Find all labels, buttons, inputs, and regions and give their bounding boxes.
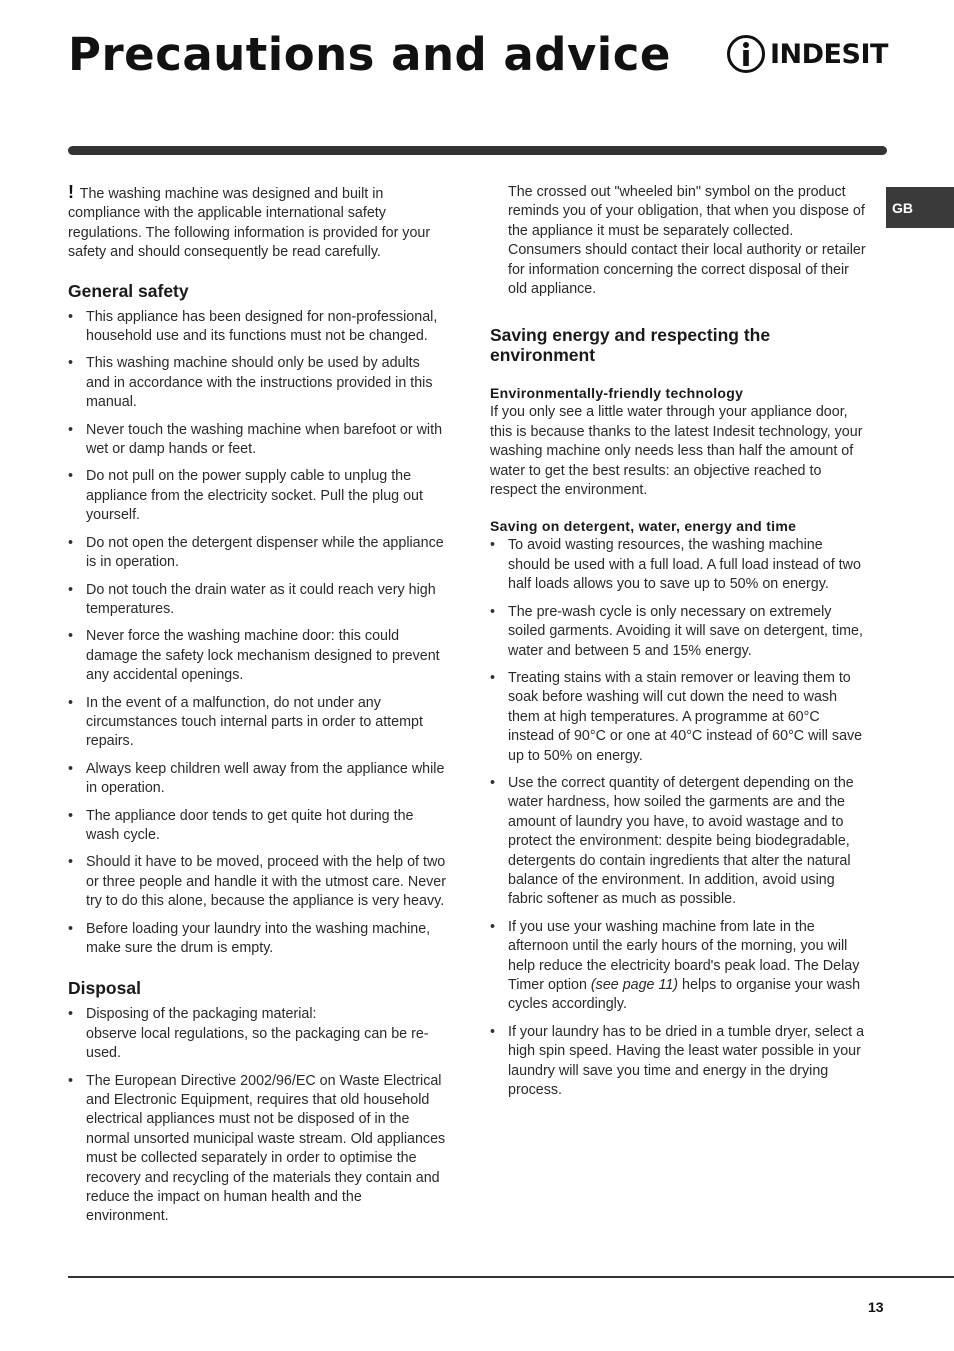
intro-paragraph: ! The washing machine was designed and built in compliance with the applicable international safety regulations. The following information is provided for your safety and should consequently be read carefully. <box>68 182 431 261</box>
language-tab <box>886 187 954 228</box>
list-item: • Do not touch the drain water as it could reach very high temperatures. <box>68 581 446 620</box>
list-item: • Before loading your laundry into the washing machine, make sure the drum is empty. <box>68 920 446 959</box>
list-item: • Never touch the washing machine when barefoot or with wet or damp hands or feet. <box>68 421 446 460</box>
list-item: • Treating stains with a stain remover or leaving them to soak before washing will cut down the need to wash them at high temperatures. A programme at 60°C instead of 90°C or one at 40°C instead of 60°C will save up to 50% on energy. <box>490 669 868 766</box>
footer-rule <box>68 1276 954 1278</box>
list-item: • Do not pull on the power supply cable to unplug the appliance from the electricity socket. Pull the plug out yourself. <box>68 467 446 525</box>
list-item: • If you use your washing machine from late in the afternoon until the early hours of the morning, you will help reduce the electricity board's peak load. The Delay Timer option (see page 11) helps to organise your wash cycles accordingly. <box>490 918 868 1015</box>
list-item: • The pre-wash cycle is only necessary on extremely soiled garments. Avoiding it will save on detergent, time, water and between 5 and 15% energy. <box>490 603 868 661</box>
indesit-i-logo-icon <box>726 34 766 74</box>
left-column <box>68 183 446 1235</box>
disposal-continued-paragraph: The crossed out "wheeled bin" symbol on the product reminds you of your obligation, that when you dispose of the appliance it must be separately collected. <box>508 184 865 239</box>
list-item: • Always keep children well away from the appliance while in operation. <box>68 760 446 799</box>
eco-technology-heading: Environmentally-friendly technology <box>490 385 744 402</box>
language-tab-label: GB <box>892 199 913 216</box>
list-item: • Never force the washing machine door: this could damage the safety lock mechanism designed to prevent any accidental openings. <box>68 627 446 685</box>
disposal-list <box>68 1005 446 1226</box>
general-safety-heading: General safety <box>68 280 189 301</box>
brand-wordmark: INDESIT <box>770 38 888 70</box>
right-column <box>490 183 868 1108</box>
disposal-heading: Disposal <box>68 978 141 999</box>
page-reference: (see page 11) <box>590 977 679 993</box>
list-item: • In the event of a malfunction, do not under any circumstances touch internal parts in order to attempt repairs. <box>68 694 446 752</box>
list-item: • This appliance has been designed for non-professional, household use and its functions must not be changed. <box>68 308 446 347</box>
list-item: • Use the correct quantity of detergent depending on the water hardness, how soiled the garments are and the amount of laundry you have, to avoid wastage and to protect the environment: despite being biodegradable, detergents do contain ingredients that alter the natural balance of the environment. In addition, avoid using fabric softener as much as possible. <box>490 774 868 910</box>
disposal-contact-paragraph: Consumers should contact their local authority or retailer for information concerning the correct disposal of their old appliance. <box>508 242 866 298</box>
brand-logo <box>726 34 888 74</box>
list-item: • To avoid wasting resources, the washing machine should be used with a full load. A full load instead of two half loads allows you to save up to 50% on energy. <box>490 536 868 594</box>
list-item: • If your laundry has to be dried in a tumble dryer, select a high spin speed. Having the least water possible in your laundry will save you time and energy in the drying process. <box>490 1023 868 1101</box>
general-safety-list <box>68 308 446 959</box>
page-title: Precautions and advice <box>68 28 671 81</box>
list-item: • This washing machine should only be used by adults and in accordance with the instructions provided in this manual. <box>68 354 446 412</box>
warning-mark: ! <box>68 182 74 202</box>
list-item: • Disposing of the packaging material: observe local regulations, so the packaging can be re-used. <box>68 1005 446 1063</box>
page-number: 13 <box>868 1299 884 1315</box>
list-item: • The appliance door tends to get quite hot during the wash cycle. <box>68 807 446 846</box>
eco-technology-paragraph: If you only see a little water through your appliance door, this is because thanks to the latest Indesit technology, your washing machine only needs less than half the amount of water to get the best results: an objective reached to respect the environment. <box>490 404 863 499</box>
list-item: • Do not open the detergent dispenser while the appliance is in operation. <box>68 534 446 573</box>
saving-energy-heading: Saving energy and respecting the environment <box>490 325 771 366</box>
header-rule <box>68 146 887 155</box>
saving-detergent-heading: Saving on detergent, water, energy and time <box>490 518 797 535</box>
list-item: • Should it have to be moved, proceed with the help of two or three people and handle it with the utmost care. Never try to do this alone, because the appliance is very heavy. <box>68 853 446 911</box>
list-item: • The European Directive 2002/96/EC on Waste Electrical and Electronic Equipment, requires that old household electrical appliances must not be disposed of in the normal unsorted municipal waste stream. Old appliances must be collected separately in order to optimise the recovery and recycling of the materials they contain and reduce the impact on human health and the environment. <box>68 1072 446 1227</box>
saving-list <box>490 536 868 1100</box>
